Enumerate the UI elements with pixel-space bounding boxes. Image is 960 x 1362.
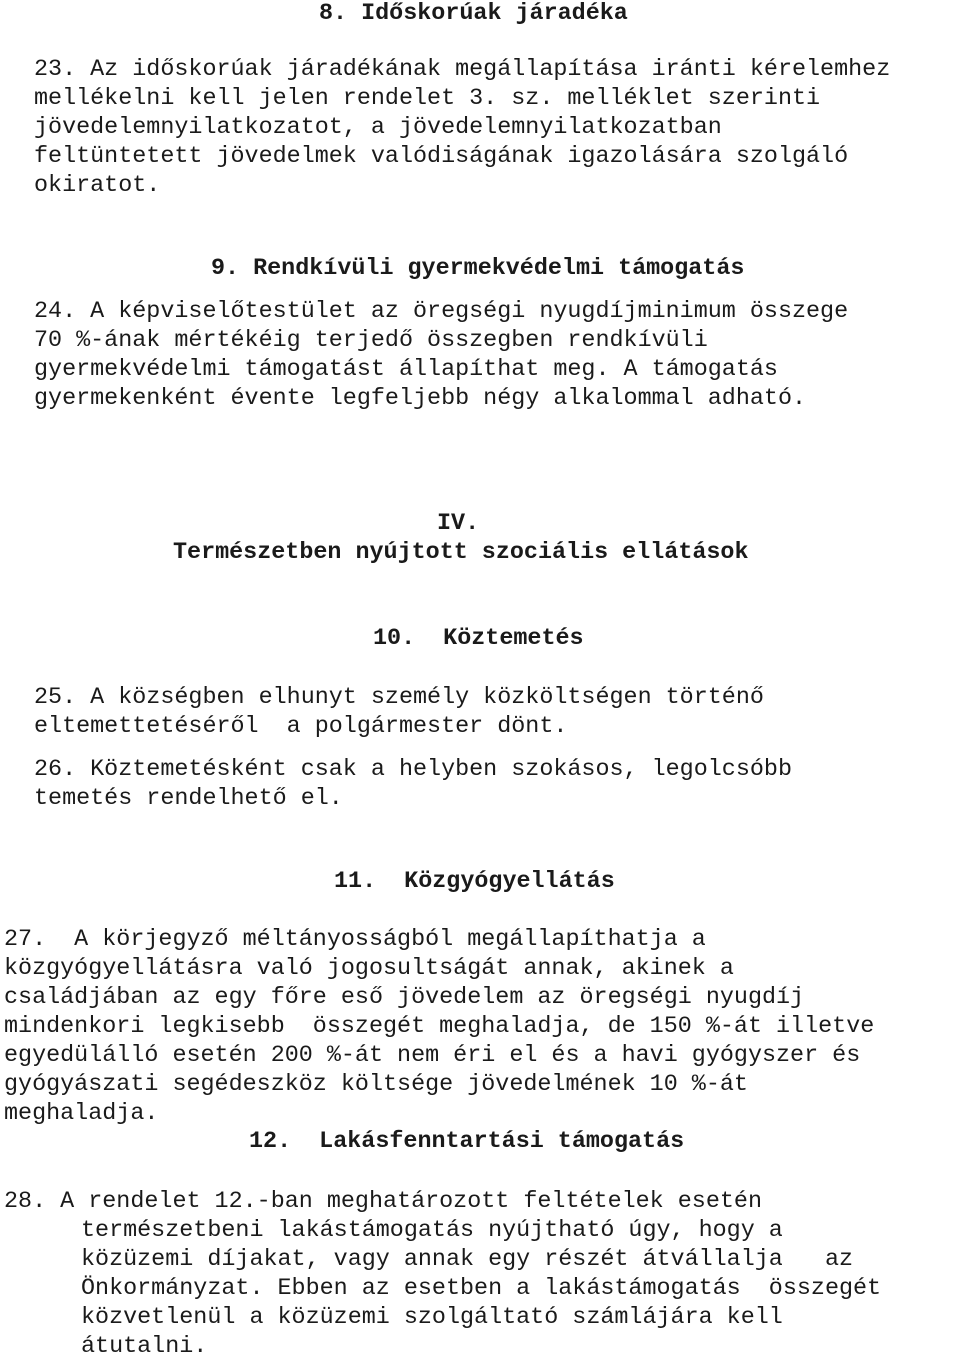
paragraph-27-line: egyedülálló esetén 200 %-át nem éri el és a havi gyógyszer és: [4, 1043, 861, 1069]
section-heading-10: 10. Köztemetés: [373, 626, 584, 652]
paragraph-28-line: közüzemi díjakat, vagy annak egy részét átvállalja az: [81, 1247, 854, 1273]
paragraph-23-line: feltüntetett jövedelmek valódiságának igazolására szolgáló: [34, 144, 849, 170]
paragraph-23-line: mellékelni kell jelen rendelet 3. sz. melléklet szerinti: [34, 86, 821, 112]
paragraph-24-line: gyermekenként évente legfeljebb négy alkalommal adható.: [34, 386, 807, 412]
paragraph-23-line: jövedelemnyilatkozatot, a jövedelemnyilatkozatban: [34, 115, 722, 141]
paragraph-28-line: közvetlenül a közüzemi szolgáltató számlájára kell: [81, 1305, 783, 1331]
section-heading-12: 12. Lakásfenntartási támogatás: [249, 1129, 685, 1155]
paragraph-28-line: Önkormányzat. Ebben az esetben a lakástámogatás összegét: [81, 1276, 882, 1302]
paragraph-27-line: közgyógyellátásra való jogosultságát annak, akinek a: [4, 956, 734, 982]
paragraph-28-line: 28. A rendelet 12.-ban meghatározott feltételek esetén: [4, 1189, 762, 1215]
paragraph-27-line: mindenkori legkisebb összegét meghaladja, de 150 %-át illetve: [4, 1014, 875, 1040]
paragraph-25-line: 25. A községben elhunyt személy közköltségen történő: [34, 685, 764, 711]
paragraph-24-line: 70 %-ának mértékéig terjedő összegben rendkívüli: [34, 328, 708, 354]
paragraph-23-line: 23. Az időskorúak járadékának megállapítása iránti kérelemhez: [34, 57, 891, 83]
section-heading-9: 9. Rendkívüli gyermekvédelmi támogatás: [211, 256, 745, 282]
paragraph-23-line: okiratot.: [34, 173, 161, 199]
section-heading-8: 8. Időskorúak járadéka: [319, 1, 628, 27]
paragraph-28-line: természetbeni lakástámogatás nyújtható úgy, hogy a: [81, 1218, 783, 1244]
part-title: Természetben nyújtott szociális ellátások: [173, 540, 749, 566]
paragraph-27-line: családjában az egy főre eső jövedelem az öregségi nyugdíj: [4, 985, 805, 1011]
section-heading-11: 11. Közgyógyellátás: [334, 869, 615, 895]
part-numeral: IV.: [437, 511, 480, 537]
paragraph-28-line: átutalni.: [81, 1334, 208, 1360]
paragraph-27-line: gyógyászati segédeszköz költsége jövedelmének 10 %-át: [4, 1072, 748, 1098]
paragraph-25-line: eltemettetéséről a polgármester dönt.: [34, 714, 568, 740]
paragraph-27-line: meghaladja.: [4, 1101, 159, 1127]
paragraph-26-line: temetés rendelhető el.: [34, 786, 343, 812]
paragraph-24-line: 24. A képviselőtestület az öregségi nyugdíjminimum összege: [34, 299, 849, 325]
paragraph-27-line: 27. A körjegyző méltányosságból megállapíthatja a: [4, 927, 706, 953]
paragraph-26-line: 26. Köztemetésként csak a helyben szokásos, legolcsóbb: [34, 757, 792, 783]
paragraph-24-line: gyermekvédelmi támogatást állapíthat meg. A támogatás: [34, 357, 778, 383]
